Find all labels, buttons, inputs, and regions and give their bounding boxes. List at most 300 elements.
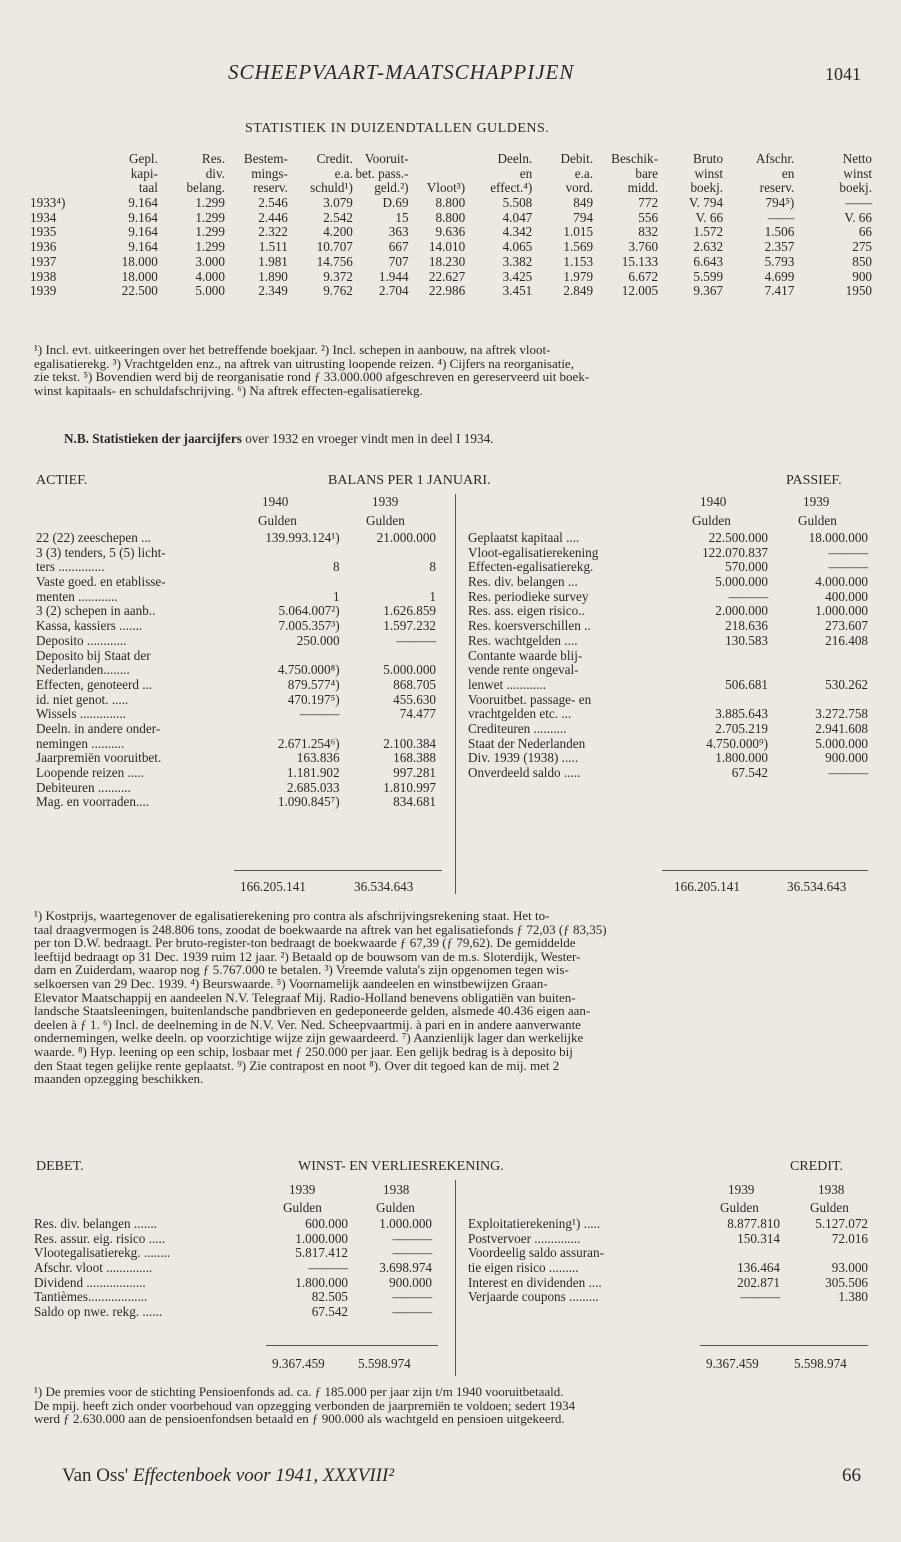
stats-column-header: Vooruit- [364,151,409,166]
ledger-value-2: ——— [396,632,436,648]
footnote-line: selkoersen van 29 Dec. 1939. ⁴) Beurswaarde. ⁵) Voornamelijk aandeelen en winstbewijzen Graan- [34,975,548,991]
stats-cell: 7.417 [764,283,795,299]
stats-column-header: midd. [627,180,659,196]
stats-column-header: Beschik- [611,151,659,166]
ledger-value-2: 5.000.000 [383,662,436,678]
ledger-row [36,737,436,752]
ledger-row [468,546,868,561]
credit-year-2: 1938 [818,1182,845,1197]
ledger-value-2: 455.630 [393,691,436,707]
stats-row [30,211,872,226]
debet-unit-1: Gulden [283,1200,322,1215]
footnote-line: taal draagvermogen is 248.806 tons, zoodat de boekwaarde na aftrek van het egalisatiefonds ƒ 72,03 (ƒ 83,35) [34,921,607,937]
footer-book-title: Effectenboek voor 1941, [132,1465,319,1486]
footnote-line: ¹) Incl. evt. uitkeeringen over het betreffende boekjaar. ²) Incl. schepen in aanbouw, na aftrek vloot- [34,342,551,357]
ledger-label: vende rente ongeval- [468,662,579,678]
stats-cell: 66 [858,224,872,240]
credit-total-2: 5.598.974 [794,1356,847,1371]
footnote-line: dam en Zuiderdam, waarop nog ƒ 5.767.000 te betalen. ³) Vreemde valuta's zijn opgenomen tegen wis- [34,962,569,978]
stats-row [30,196,872,211]
ledger-value-2 [340,546,436,561]
stats-cell: 1.569 [563,239,594,255]
stats-cell: 275 [852,239,872,255]
ledger-value-1: 7.005.357³) [278,618,340,634]
ledger-label: Res. div. belangen ... [468,574,578,590]
footnote-line: per ton D.W. bedraagt. Per bruto-register-ton bedraagt de boekwaarde ƒ 67,39 (ƒ 79,62). De gemiddelde [34,935,576,951]
stats-cell: 794 [573,209,594,225]
ledger-value-1: 163.836 [296,750,340,766]
ledger-row [36,649,436,664]
ledger-value-2 [340,722,436,737]
ledger-row [36,781,436,796]
stats-column-header: Vloot³) [426,180,466,196]
stats-cell: 849 [573,195,594,211]
debet-total-rule [266,1345,438,1346]
ledger-value-1: 8 [333,559,340,575]
ledger-value-1: 1 [333,588,340,604]
footer-citation [62,1466,394,1485]
footnote-line: den Staat tegen gelijke rente geplaatst. ⁹) Zie contrapost en noot ⁸). Over dit tegoed kan de mij. met 2 [34,1057,560,1073]
ledger-value-2: ——— [392,1245,432,1261]
stats-cell: 18.000 [121,268,158,284]
ledger-label: Wissels .............. [36,706,126,722]
ledger-row [36,634,436,649]
stats-cell: 5.508 [502,195,533,211]
ledger-row [34,1217,432,1232]
stats-column-header: Afschr. [755,151,795,166]
ledger-value-2: 530.262 [825,676,868,692]
actief-year-1: 1940 [262,494,289,509]
ledger-value-2: ——— [828,559,868,575]
debet-total-1: 9.367.459 [272,1356,325,1371]
stats-header-spacer [30,167,91,182]
ledger-value-2: 900.000 [389,1274,432,1290]
ledger-label: 3 (2) schepen in aanb.. [36,603,156,619]
stats-cell: 900 [852,268,872,284]
stats-header-spacer [30,181,91,196]
stats-cell: 2.546 [258,195,288,211]
ledger-value-1: 1.800.000 [715,750,768,766]
ledger-value-1: ——— [728,588,768,604]
ledger-label: Geplaatst kapitaal .... [468,530,580,545]
ledger-row [468,649,868,664]
balans-divider [455,494,456,894]
stats-year: 1934 [30,209,57,225]
stats-column-header: vord. [565,180,594,196]
stats-cell: 1.506 [764,224,795,240]
ledger-value-2: 1 [429,588,436,604]
stats-cell: 1.511 [258,239,288,255]
ledger-value-2: 305.506 [825,1274,868,1290]
stats-cell: V. 66 [695,209,724,225]
ledger-row [36,590,436,605]
stats-cell: 3.079 [323,195,353,211]
footnote-line: De mpij. heeft zich onder voorbehoud van opzegging verbonden de jaarpremiën te voldoen; sedert 1934 [34,1397,576,1413]
ledger-label: Effecten, genoteerd ... [36,676,153,692]
ledger-value-1 [660,649,768,664]
ledger-value-1: 2.000.000 [715,603,768,619]
ledger-value-2: 5.127.072 [815,1216,868,1231]
ledger-value-1: 136.464 [737,1260,780,1276]
stats-cell: —— [845,195,872,211]
ledger-label: Nederlanden........ [36,662,130,678]
stats-cell: 794⁵) [765,195,795,211]
ledger-value-1 [660,693,768,708]
stats-column-header: reserv. [759,180,795,196]
ledger-row [468,1232,868,1247]
stats-cell: 1.299 [195,239,225,255]
ledger-value-2: 400.000 [825,588,868,604]
footnote-line: winst kapitaals- en schuldafschrijving. ⁶) Na aftrek effecten-egalisatierekg. [34,382,423,398]
stats-cell: 1.944 [378,268,409,284]
winst-footnotes [34,1385,870,1426]
nb-label: N.B. [64,431,89,446]
stats-cell: 4.699 [764,268,795,284]
stats-cell: 9.762 [323,283,353,299]
ledger-value-2: 997.281 [393,765,436,780]
ledger-value-1: 5.817.412 [295,1245,348,1261]
debet-table [34,1217,432,1320]
ledger-row [36,678,436,693]
ledger-row [468,1276,868,1291]
stats-cell: 2.349 [258,283,288,299]
ledger-row [468,634,868,649]
ledger-label: Vooruitbet. passage- en [468,691,592,707]
ledger-row [468,1261,868,1276]
ledger-label: Kassa, kassiers ....... [36,618,143,634]
stats-cell: 5.000 [195,283,225,299]
credit-table [468,1217,868,1305]
stats-cell: 14.756 [316,253,353,269]
ledger-label: Deposito ............ [36,632,127,648]
stats-column-header: boekj. [690,180,724,196]
stats-cell: 4.000 [195,268,225,284]
ledger-value-2: ——— [392,1230,432,1246]
passief-year-1: 1940 [700,494,727,509]
stats-cell: 18.000 [121,253,158,269]
ledger-row [36,575,436,590]
ledger-value-1: 5.064.007²) [278,603,340,619]
actief-total-2: 36.534.643 [354,879,414,894]
ledger-value-2: 4.000.000 [815,574,868,590]
stats-cell: 1.299 [195,224,225,240]
ledger-value-1: 1.000.000 [295,1230,348,1246]
ledger-value-1: ——— [300,706,340,722]
stats-year: 1933⁴) [30,195,66,211]
stats-cell: 1.299 [195,195,225,211]
ledger-row [36,693,436,708]
credit-total-1: 9.367.459 [706,1356,759,1371]
ledger-value-2: 834.681 [393,794,436,810]
stats-column-header: Netto [842,151,872,166]
footer-volume: XXXVIII² [322,1465,395,1486]
credit-unit-2: Gulden [810,1200,849,1215]
ledger-value-1: 3.885.643 [715,706,768,722]
ledger-value-2: 900.000 [825,750,868,766]
ledger-row [36,707,436,722]
stats-year: 1937 [30,253,57,269]
ledger-row [34,1290,432,1305]
ledger-value-1: 4.750.000⁹) [706,735,768,751]
stats-cell: 14.010 [428,239,466,255]
stats-cell: 667 [388,239,409,255]
stats-cell: 2.357 [764,239,795,255]
ledger-value-1: 470.197⁵) [287,691,340,707]
stats-cell: 556 [638,209,659,225]
stats-cell: 22.986 [428,283,466,299]
stats-row [30,225,872,240]
ledger-row [34,1246,432,1261]
stats-cell: V. 66 [844,209,872,225]
ledger-label: Deposito bij Staat der [36,647,151,663]
stats-column-header: reserv. [253,180,288,196]
stats-column-header: bet. pass.- [355,165,409,181]
ledger-value-1: 130.583 [725,632,768,648]
ledger-row [468,678,868,693]
ledger-value-1: 1.800.000 [295,1274,348,1290]
ledger-value-1: 5.000.000 [715,574,768,590]
ledger-label: Saldo op nwe. rekg. ...... [34,1304,163,1320]
stats-cell: 1.572 [693,224,724,240]
ledger-label: Onverdeeld saldo ..... [468,765,581,780]
stats-year: 1938 [30,268,57,284]
stats-cell: 22.500 [121,283,158,299]
ledger-label: Dividend .................. [34,1274,146,1290]
ledger-value-2: 93.000 [831,1260,868,1276]
stats-cell: 2.446 [258,209,288,225]
stats-column-header: en [781,165,795,181]
stats-column-header [409,152,466,167]
actief-total-1: 166.205.141 [240,879,306,894]
ledger-label: Tantièmes.................. [34,1289,148,1305]
ledger-value-1: 600.000 [305,1216,348,1231]
actief-table [36,531,436,810]
ledger-value-1: 22.500.000 [708,530,768,545]
ledger-label: Exploitatierekening¹) ..... [468,1216,601,1231]
ledger-value-2: 2.941.608 [815,720,868,736]
stats-column-header: boekj. [839,180,872,196]
ledger-value-1: 2.671.254⁶) [277,735,340,751]
stats-cell: 6.643 [693,253,724,269]
credit-year-1: 1939 [728,1182,755,1197]
passief-table [468,531,868,781]
stats-year: 1939 [30,283,57,299]
ledger-value-1 [233,722,340,737]
ledger-value-1: 150.314 [737,1230,780,1246]
nb-note [64,432,493,445]
ledger-label: Res. div. belangen ....... [34,1216,157,1231]
ledger-label: Res. assur. eig. risico ..... [34,1230,166,1246]
ledger-value-2 [340,649,436,664]
ledger-row [468,560,868,575]
footer-page-number: 66 [842,1465,861,1486]
stats-cell: 8.800 [435,195,466,211]
ledger-row [468,707,868,722]
stats-cell: 9.372 [323,268,353,284]
ledger-value-1: 139.993.124¹) [265,530,340,545]
ledger-row [468,722,868,737]
ledger-row [36,766,436,781]
ledger-label: Mag. en voorraden.... [36,794,150,810]
ledger-label: Res. koersverschillen .. [468,618,591,634]
stats-column-header: Debit. [560,151,594,166]
ledger-label: Verjaarde coupons ......... [468,1289,599,1305]
ledger-value-2: 1.380 [838,1289,868,1305]
stats-cell: 1.015 [563,224,594,240]
debet-year-1: 1939 [289,1182,316,1197]
stats-cell: 2.542 [323,209,353,225]
ledger-row [468,751,868,766]
stats-header-spacer [30,152,91,167]
footnote-line: ¹) Kostprijs, waartegenover de egalisatierekening pro contra als afschrijvingsrekening staat. Het to- [34,908,550,923]
stats-cell: 1.153 [563,253,594,269]
ledger-label: Crediteuren .......... [468,720,567,736]
statistics-title: STATISTIEK IN DUIZENDTALLEN GULDENS. [245,121,550,136]
ledger-value-1: 1.090.845⁷) [277,794,340,810]
stats-cell: 18.230 [428,253,466,269]
credit-total-rule [700,1345,868,1346]
ledger-row [36,604,436,619]
footnote-line: zie tekst. ⁵) Bovendien werd bij de reorganisatie rond ƒ 33.000.000 afgeschreven en gereserveerd uit boek- [34,369,590,385]
stats-row [30,255,872,270]
stats-column-header [409,167,466,182]
debet-heading: DEBET. [36,1159,84,1174]
stats-cell: 2.849 [563,283,594,299]
stats-cell: 4.200 [323,224,353,240]
stats-row [30,284,872,299]
stats-column-header: Deeln. [497,151,533,166]
stats-cell: 5.793 [764,253,795,269]
ledger-value-1: 122.070.837 [702,544,768,560]
stats-cell: 9.636 [435,224,466,240]
actief-unit-1: Gulden [258,513,297,528]
ledger-row [34,1232,432,1247]
ledger-value-1: 8.877.810 [727,1216,780,1231]
passief-heading: PASSIEF. [786,473,842,488]
ledger-value-1: 1.181.902 [286,765,340,780]
ledger-label: Loopende reizen ..... [36,765,145,780]
stats-year: 1935 [30,224,57,240]
stats-column-header: taal [138,180,158,196]
ledger-value-2: 1.000.000 [815,603,868,619]
ledger-value-1: 218.636 [725,618,768,634]
footnote-line: waarde. ⁸) Hyp. leening op een schip, losbaar met ƒ 250.000 per jaar. Een gelijk bedrag is à deposito bij [34,1043,573,1059]
stats-header-row [30,167,872,182]
ledger-value-1: 202.871 [737,1274,780,1290]
stats-column-header: kapi- [130,165,158,181]
footer-publisher: Van Oss' [62,1465,129,1486]
stats-cell: 832 [638,224,659,240]
ledger-label: Res. wachtgelden .... [468,632,578,648]
ledger-value-2: 1.000.000 [379,1216,432,1231]
footnote-line: Elevator Maatschappij en aandeelen N.V. Telegraaf Mij. Radio-Holland benevens obligatiën van buiten- [34,989,576,1005]
actief-heading: ACTIEF. [36,473,88,488]
stats-cell: 6.672 [628,268,659,284]
ledger-label: Staat der Nederlanden [468,735,586,751]
passief-total-rule [662,870,868,871]
ledger-label: Voordeelig saldo assuran- [468,1245,604,1261]
credit-heading: CREDIT. [790,1159,844,1174]
ledger-label: Vlootegalisatierekg. ........ [34,1245,171,1261]
debet-year-2: 1938 [383,1182,410,1197]
ledger-value-1: 879.577⁴) [287,676,340,692]
stats-column-header: Bestem- [243,151,288,166]
ledger-value-2: 8 [429,559,436,575]
ledger-value-2: 21.000.000 [376,530,436,545]
stats-column-header: en [519,165,533,181]
stats-cell: 2.322 [258,224,288,240]
stats-cell: 9.164 [128,195,158,211]
ledger-label: Res. ass. eigen risico.. [468,603,585,619]
footnote-line: ondernemingen, welke deeln. op voorzichtige wijze zijn gewaardeerd. ⁷) Aanzienlijk lager dan werkelijke [34,1030,584,1046]
ledger-value-2: 2.100.384 [383,735,436,751]
ledger-label: Div. 1939 (1938) ..... [468,750,579,766]
stats-cell: 4.065 [502,239,533,255]
ledger-label: Afschr. vloot .............. [34,1260,153,1276]
balans-footnotes [34,909,870,1086]
ledger-label: 3 (3) tenders, 5 (5) licht- [36,544,166,560]
actief-total-rule [234,870,442,871]
stats-cell: 3.451 [502,283,533,299]
ledger-label: Debiteuren .......... [36,779,131,795]
ledger-row [36,663,436,678]
ledger-label: Deeln. in andere onder- [36,720,161,736]
winst-divider [455,1180,456,1376]
stats-cell: 8.800 [435,209,466,225]
footnote-line: leeftijd bedraagt op 31 Dec. 1939 ruim 12 jaar. ²) Betaald op de bouwsom van de m.s. Sloterdijk, Wester- [34,948,581,964]
ledger-label: Vaste goed. en etablisse- [36,574,166,590]
ledger-value-1 [233,649,340,664]
ledger-value-2 [768,663,868,678]
footnote-line: landsche Staatsleeningen, buitenlandsche pandbrieven en gedeponeerde gelden, alsmede 40.436 eigen aan- [34,1003,591,1019]
stats-cell: 5.599 [693,268,724,284]
ledger-value-2: 74.477 [399,706,436,722]
ledger-value-2: 3.272.758 [815,706,868,722]
stats-cell: 707 [388,253,409,269]
ledger-value-1 [692,1246,780,1261]
ledger-row [36,751,436,766]
ledger-label: Res. periodieke survey [468,588,589,604]
ledger-value-2: ——— [828,765,868,780]
ledger-value-2: ——— [392,1304,432,1320]
stats-column-header: div. [205,165,225,181]
ledger-label: vrachtgelden etc. ... [468,706,572,722]
stats-cell: 22.627 [428,268,466,284]
footnote-line: maanden opzegging beschikken. [34,1071,204,1087]
nb-text: over 1932 en vroeger vindt men in deel I 1934. [241,431,494,446]
ledger-value-2: 72.016 [831,1230,868,1246]
ledger-row [468,737,868,752]
ledger-row [468,604,868,619]
ledger-value-1: 67.542 [311,1304,348,1320]
ledger-value-1: 4.750.000⁸) [277,662,340,678]
ledger-row [468,693,868,708]
passief-total-1: 166.205.141 [674,879,740,894]
stats-cell: 850 [852,253,872,269]
ledger-value-2 [780,1246,868,1261]
ledger-row [34,1305,432,1320]
stats-cell: 1.981 [258,253,288,269]
ledger-label: nemingen .......... [36,735,125,751]
stats-header-row [30,152,872,167]
ledger-label: menten ............ [36,588,118,604]
footnote-line: ¹) De premies voor de stichting Pensioenfonds ad. ca. ƒ 185.000 per jaar zijn t/m 1940 vooruitbetaald. [34,1384,564,1399]
ledger-value-2 [768,649,868,664]
stats-column-header: Credit. [316,151,353,166]
ledger-label: Interest en dividenden .... [468,1274,602,1290]
ledger-row [468,531,868,546]
ledger-row [34,1276,432,1291]
